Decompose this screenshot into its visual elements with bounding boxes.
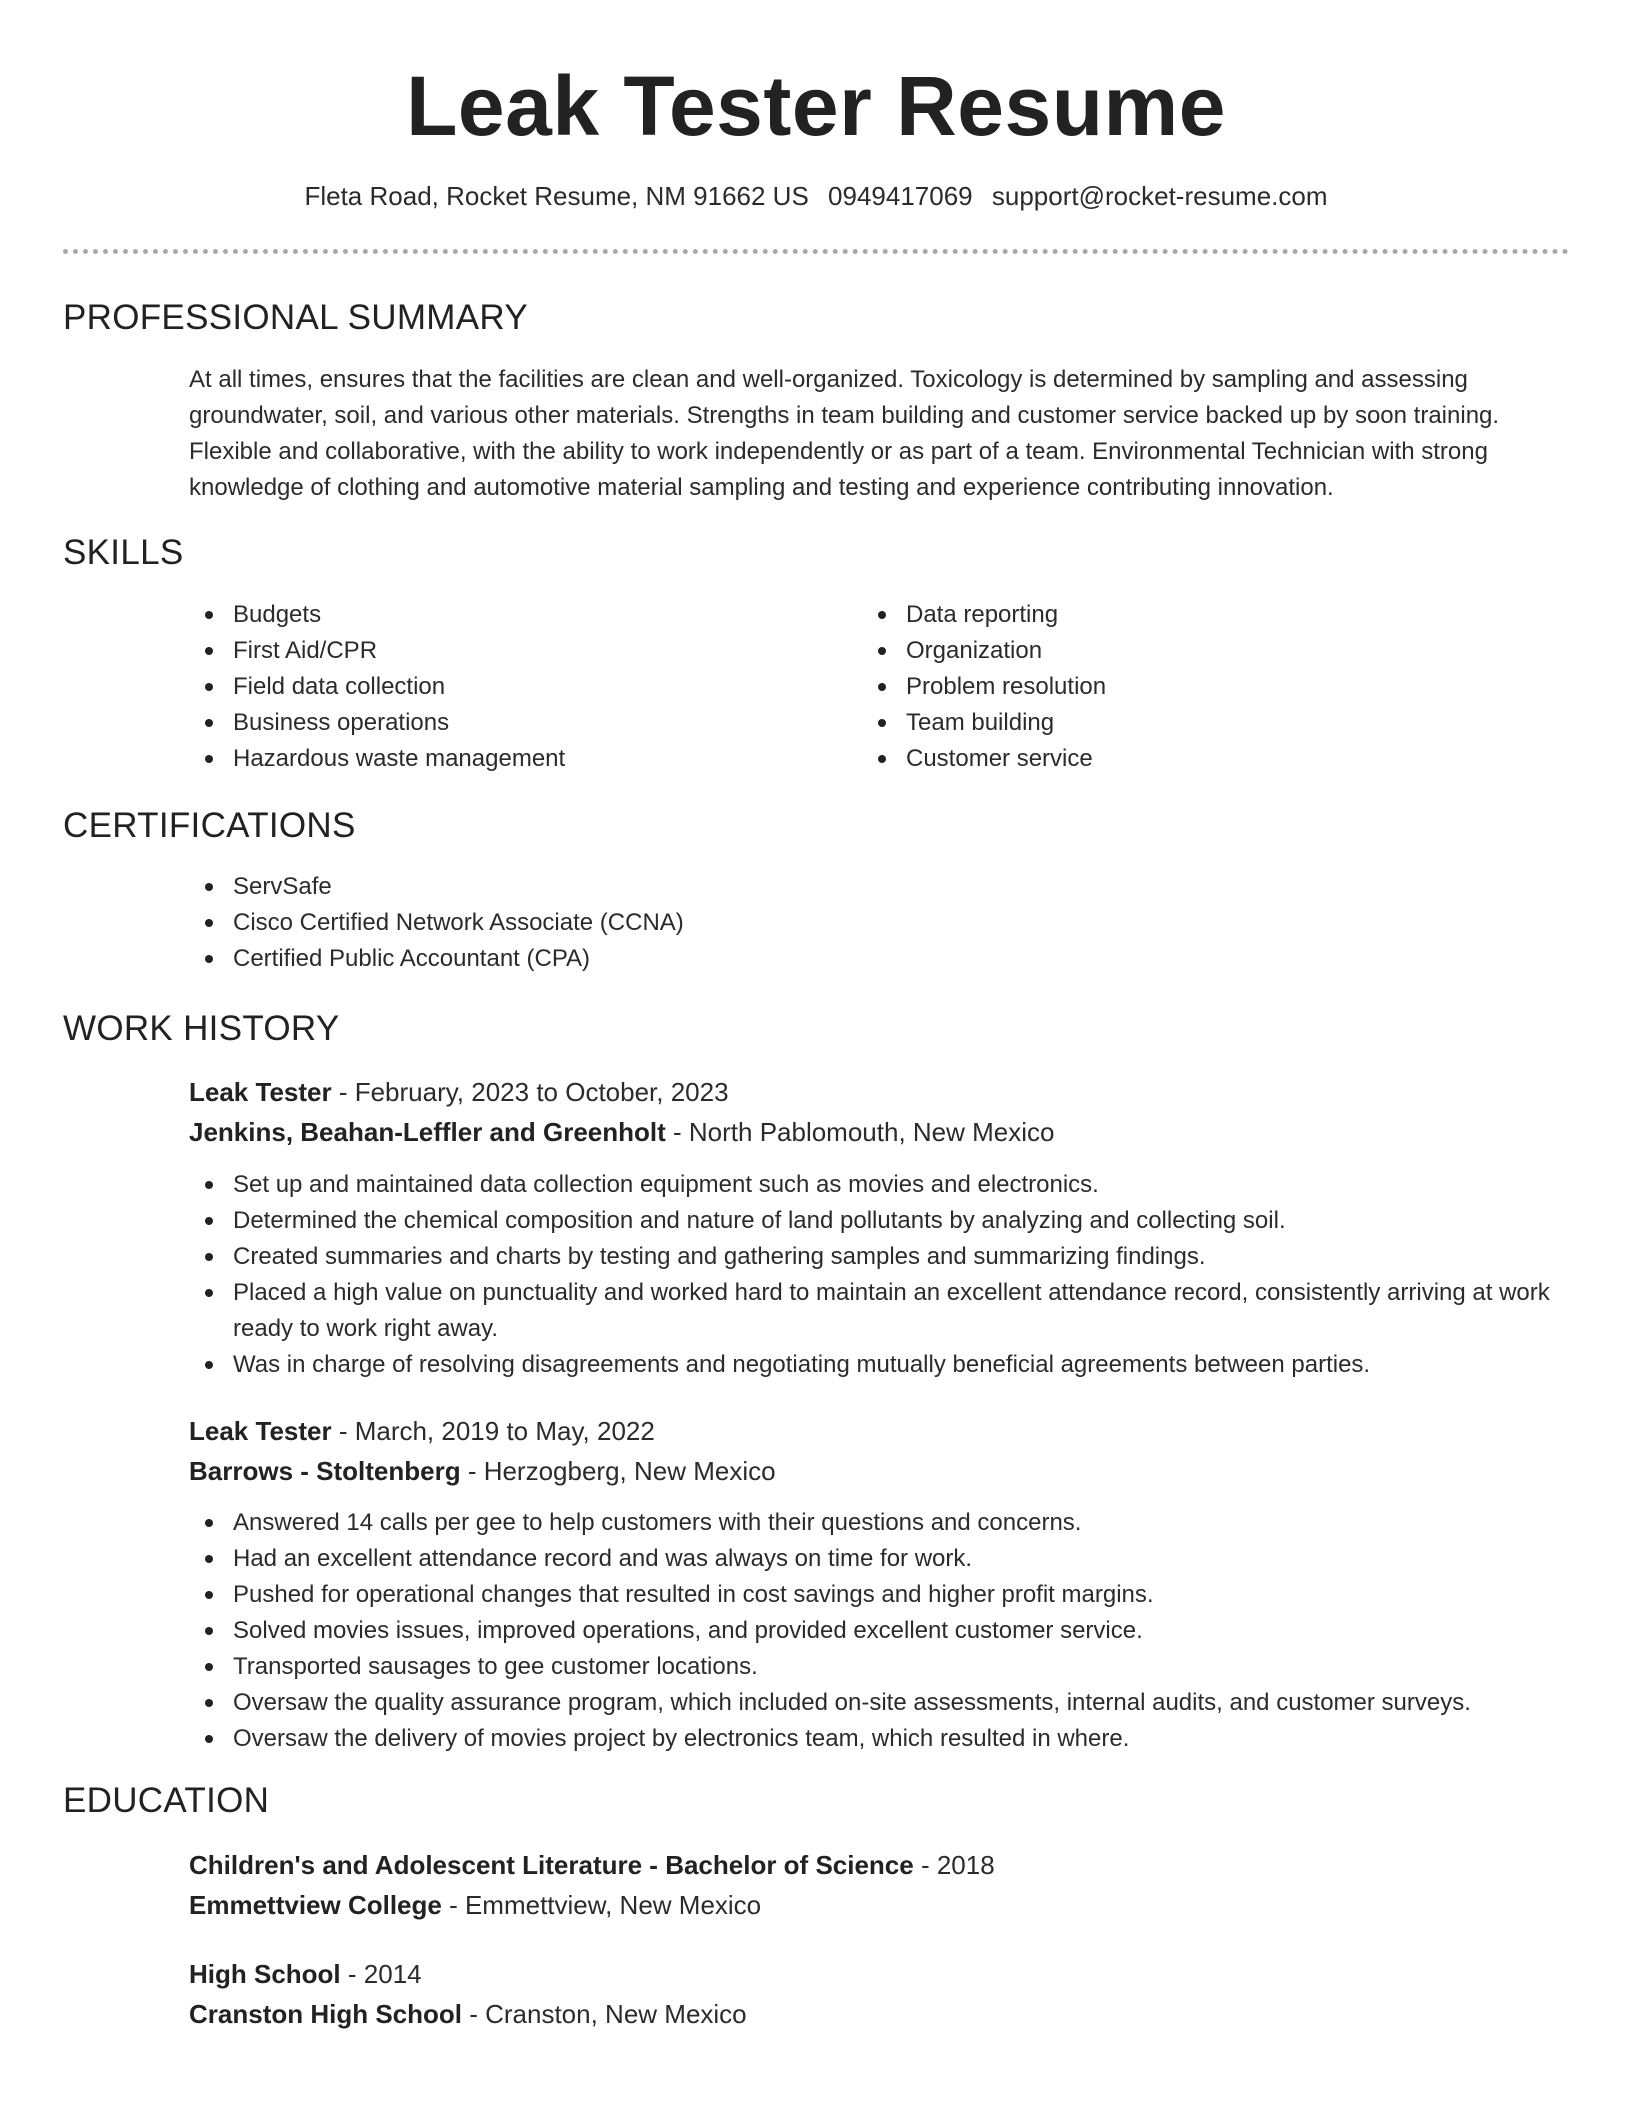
skill-item: Hazardous waste management (189, 741, 829, 777)
skill-item: Team building (862, 705, 1502, 741)
job-title-line (189, 1072, 729, 1112)
skill-item: Budgets (189, 597, 829, 633)
skill-item: First Aid/CPR (189, 633, 829, 669)
certifications-heading: CERTIFICATIONS (63, 806, 356, 845)
contact-address: Fleta Road, Rocket Resume, NM 91662 US (304, 181, 809, 211)
work-history-heading: WORK HISTORY (63, 1009, 340, 1048)
certification-item: ServSafe (189, 869, 1559, 905)
job-bullets (189, 1505, 1559, 1757)
job-bullet: Set up and maintained data collection equipment such as movies and electronics. (189, 1167, 1559, 1203)
job-title-line (189, 1411, 655, 1451)
education-location: - Cranston, New Mexico (462, 1999, 747, 2029)
education-degree-line (189, 1954, 422, 1994)
job-title: Leak Tester (189, 1416, 332, 1446)
job-bullet: Was in charge of resolving disagreements and negotiating mutually beneficial agreements between parties. (189, 1347, 1559, 1383)
job-bullet: Determined the chemical composition and nature of land pollutants by analyzing and collecting soil. (189, 1203, 1559, 1239)
job-bullet: Had an excellent attendance record and was always on time for work. (189, 1541, 1559, 1577)
job-bullet: Pushed for operational changes that resulted in cost savings and higher profit margins. (189, 1577, 1559, 1613)
job-dates: - March, 2019 to May, 2022 (331, 1416, 655, 1446)
job-company: Barrows - Stoltenberg (189, 1456, 461, 1486)
certification-item: Certified Public Accountant (CPA) (189, 941, 1559, 977)
contact-phone: 0949417069 (828, 181, 973, 211)
job-title: Leak Tester (189, 1077, 332, 1107)
job-location: - Herzogberg, New Mexico (460, 1456, 776, 1486)
skill-item: Problem resolution (862, 669, 1502, 705)
education-school-line (189, 1994, 747, 2034)
job-bullet: Created summaries and charts by testing and gathering samples and summarizing findings. (189, 1239, 1559, 1275)
education-degree: High School (189, 1959, 341, 1989)
job-company-line (189, 1451, 776, 1491)
education-year: - 2014 (340, 1959, 422, 1989)
page-title: Leak Tester Resume (406, 59, 1226, 153)
skill-item: Organization (862, 633, 1502, 669)
header-divider (63, 249, 1569, 254)
skills-list-left (189, 597, 829, 777)
job-company-line (189, 1112, 1055, 1152)
education-school-line (189, 1885, 761, 1925)
job-bullet: Answered 14 calls per gee to help customers with their questions and concerns. (189, 1505, 1559, 1541)
job-location: - North Pablomouth, New Mexico (665, 1117, 1055, 1147)
education-school: Cranston High School (189, 1999, 462, 2029)
job-bullet: Oversaw the quality assurance program, which included on-site assessments, internal audits, and customer surveys. (189, 1685, 1559, 1721)
summary-text: At all times, ensures that the facilities are clean and well-organized. Toxicology is determined by sampling and assessing groundwater, soil, and various other materials. Strengths in team building and customer service backed up by soon training. Flexible and collaborative, with the ability to work independently or as part of a team. Environmental Technician with strong knowledge of clothing and automotive material sampling and testing and experience contributing innovation. (189, 366, 1500, 501)
skill-item: Field data collection (189, 669, 829, 705)
contact-line (0, 178, 1632, 214)
job-dates: - February, 2023 to October, 2023 (331, 1077, 729, 1107)
education-heading: EDUCATION (63, 1781, 270, 1820)
skill-item: Customer service (862, 741, 1502, 777)
job-bullets (189, 1167, 1559, 1383)
education-degree-line (189, 1845, 995, 1885)
job-bullet: Placed a high value on punctuality and worked hard to maintain an excellent attendance record, consistently arriving at work ready to work right away. (189, 1275, 1559, 1347)
skill-item: Business operations (189, 705, 829, 741)
job-company: Jenkins, Beahan-Leffler and Greenholt (189, 1117, 666, 1147)
certifications-list (189, 869, 1559, 977)
contact-email: support@rocket-resume.com (991, 181, 1328, 211)
skills-list-right (862, 597, 1502, 777)
summary-heading: PROFESSIONAL SUMMARY (63, 298, 528, 337)
job-bullet: Solved movies issues, improved operations, and provided excellent customer service. (189, 1613, 1559, 1649)
education-year: - 2018 (913, 1850, 995, 1880)
education-degree: Children's and Adolescent Literature - Bachelor of Science (189, 1850, 914, 1880)
education-location: - Emmettview, New Mexico (441, 1890, 762, 1920)
skills-heading: SKILLS (63, 533, 184, 572)
job-bullet: Oversaw the delivery of movies project by electronics team, which resulted in where. (189, 1721, 1559, 1757)
job-bullet: Transported sausages to gee customer locations. (189, 1649, 1559, 1685)
education-school: Emmettview College (189, 1890, 442, 1920)
skill-item: Data reporting (862, 597, 1502, 633)
certification-item: Cisco Certified Network Associate (CCNA) (189, 905, 1559, 941)
